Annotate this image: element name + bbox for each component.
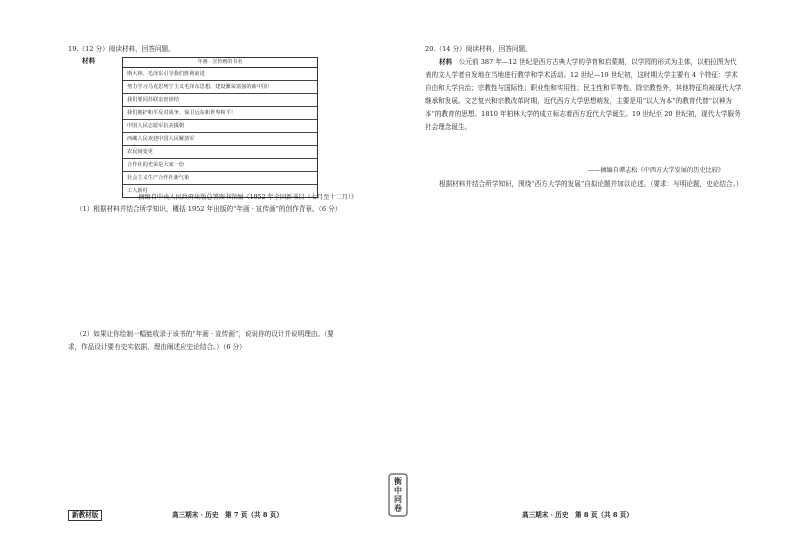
table-row: 我们要同苏联亲密团结 [123, 94, 317, 107]
table-row: 社会主义生产合作社新气象 [123, 172, 317, 185]
table-row: 西藏人民欢迎中国人民解放军 [123, 133, 317, 146]
material-source: ——摘编自中央人民政府出版总署图书馆编《1952 年全国新书目（七月至十二月）》 [126, 194, 358, 201]
table-title: 年画 · 宣传画的书名 [123, 58, 317, 68]
table-row: 中国人民志愿军抗美援朝 [123, 120, 317, 133]
material-text: 公元前 387 年—12 世纪是西方古典大学的孕育和启蒙期，以学园的形式为主体，以柏拉图为代表的文人学者自发地在当地进行教学和学术活动。12 世纪—19 世纪初，这时期大学主要有 4 个特征：学术自由和大学自治；宗教性与国际性；职业性和实用性；民主性和平等性。除宗教性外，其他特征均被现代大学继承和发展。文艺复兴和宗教改革时期，近代西方大学思想萌发，主要是用“以人为本”的教育代替“以神为本”的教育的思想。1810 年柏林大学的成立标志着西方近代大学诞生。19 世纪至 20 世纪初，现代大学服务社会理念诞生。 [425, 58, 742, 132]
sub-question-2-line1: （2）如果让你绘制一幅能收录于该书的“年画 · 宣传画”，说说你的设计并说明理由。（要 [76, 330, 334, 338]
sub-question-1: （1）根据材料并结合所学知识，概括 1952 年出版的“年画 · 宣传画”的创作背景。（6 分） [76, 205, 342, 213]
table-row: 合作社的光荣是大家一份 [123, 159, 317, 172]
question-20-heading: 20.（14 分）阅读材料，回答问题。 [425, 45, 532, 53]
svg-text:卷: 卷 [394, 503, 402, 513]
question-20-prompt: 根据材料并结合所学知识，围绕“西方大学的发展”自拟论题并加以论述。（要求：写明论题，史论结合。） [439, 180, 743, 188]
table-row: 农民闹变更 [123, 146, 317, 159]
edition-badge: 新教材版 [68, 510, 102, 521]
table-row: 工人新村 [127, 188, 148, 194]
right-page [400, 0, 800, 551]
svg-text:同: 同 [394, 494, 402, 504]
material-source: ——摘编自谭志松《中西方大学发展的历史比较》 [588, 167, 725, 174]
material-paragraph [425, 56, 743, 135]
table-row: 我们拥护和平反对战争，保卫远东和世界和平！ [123, 107, 317, 120]
question-19-heading: 19.（12 分）阅读材料，回答问题。 [68, 45, 175, 53]
book-title-table [122, 57, 318, 198]
svg-text:衡: 衡 [394, 476, 402, 486]
sub-question-2-line2: 求，作品设计要有史实依据，理由阐述应史论结合。）（6 分） [68, 343, 246, 351]
svg-text:中: 中 [394, 485, 402, 495]
table-row: 努力学习马克思列宁主义毛泽东思想，建设繁荣富强的新中国！ [123, 81, 317, 94]
material-label: 材料 [82, 57, 96, 65]
right-page-footer: 高三期末 · 历史 第 8 页（共 8 页） [522, 511, 633, 519]
material-label: 材料 [439, 58, 453, 66]
table-row: 斯大林、毛泽东引导我们胜利前进 [123, 68, 317, 81]
left-page-footer: 高三期末 · 历史 第 7 页（共 8 页） [172, 511, 283, 519]
